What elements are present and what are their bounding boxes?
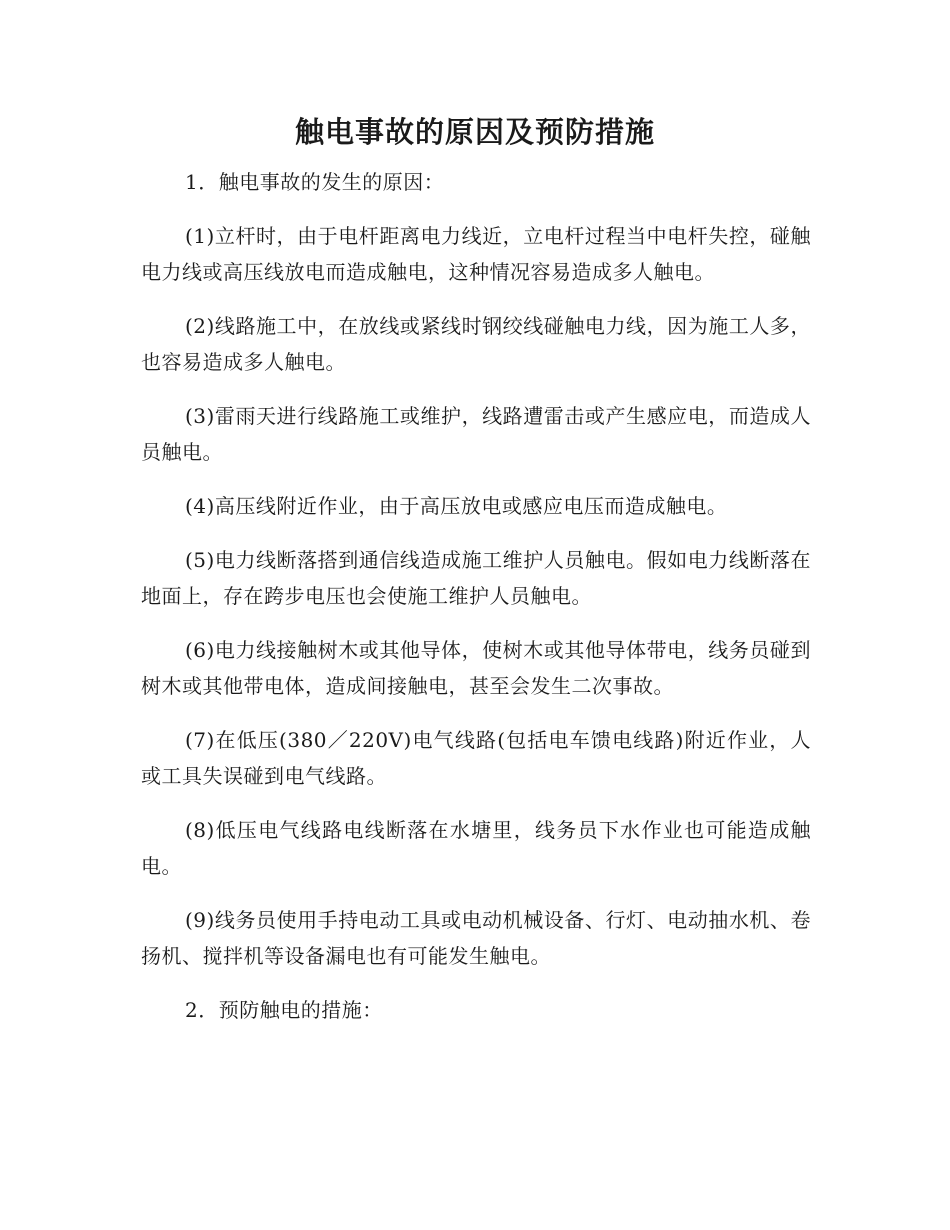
page-title: 触电事故的原因及预防措施 xyxy=(294,115,655,149)
cause-paragraph-7: (7)在低压(380／220V)电气线路(包括电车馈电线路)附近作业，人或工具失误碰到电气线路。 xyxy=(141,728,811,788)
cause-paragraph-2: (2)线路施工中，在放线或紧线时钢绞线碰触电力线，因为施工人多，也容易造成多人触电。 xyxy=(141,314,811,374)
cause-paragraph-1: (1)立杆时，由于电杆距离电力线近，立电杆过程当中电杆失控，碰触电力线或高压线放电而造成触电，这种情况容易造成多人触电。 xyxy=(141,224,811,284)
cause-paragraph-3: (3)雷雨天进行线路施工或维护，线路遭雷击或产生感应电，而造成人员触电。 xyxy=(141,404,811,464)
cause-paragraph-6: (6)电力线接触树木或其他导体，使树木或其他导体带电，线务员碰到树木或其他带电体，造成间接触电，甚至会发生二次事故。 xyxy=(141,638,811,698)
section-heading-causes: 1．触电事故的发生的原因： xyxy=(185,170,445,194)
section-heading-prevention: 2．预防触电的措施： xyxy=(185,998,383,1022)
cause-paragraph-8: (8)低压电气线路电线断落在水塘里，线务员下水作业也可能造成触电。 xyxy=(141,818,811,878)
cause-paragraph-4: (4)高压线附近作业，由于高压放电或感应电压而造成触电。 xyxy=(185,494,728,518)
document-body xyxy=(141,164,811,1046)
cause-paragraph-5: (5)电力线断落搭到通信线造成施工维护人员触电。假如电力线断落在地面上，存在跨步电压也会使施工维护人员触电。 xyxy=(141,548,811,608)
cause-paragraph-9: (9)线务员使用手持电动工具或电动机械设备、行灯、电动抽水机、卷扬机、搅拌机等设备漏电也有可能发生触电。 xyxy=(141,908,811,968)
